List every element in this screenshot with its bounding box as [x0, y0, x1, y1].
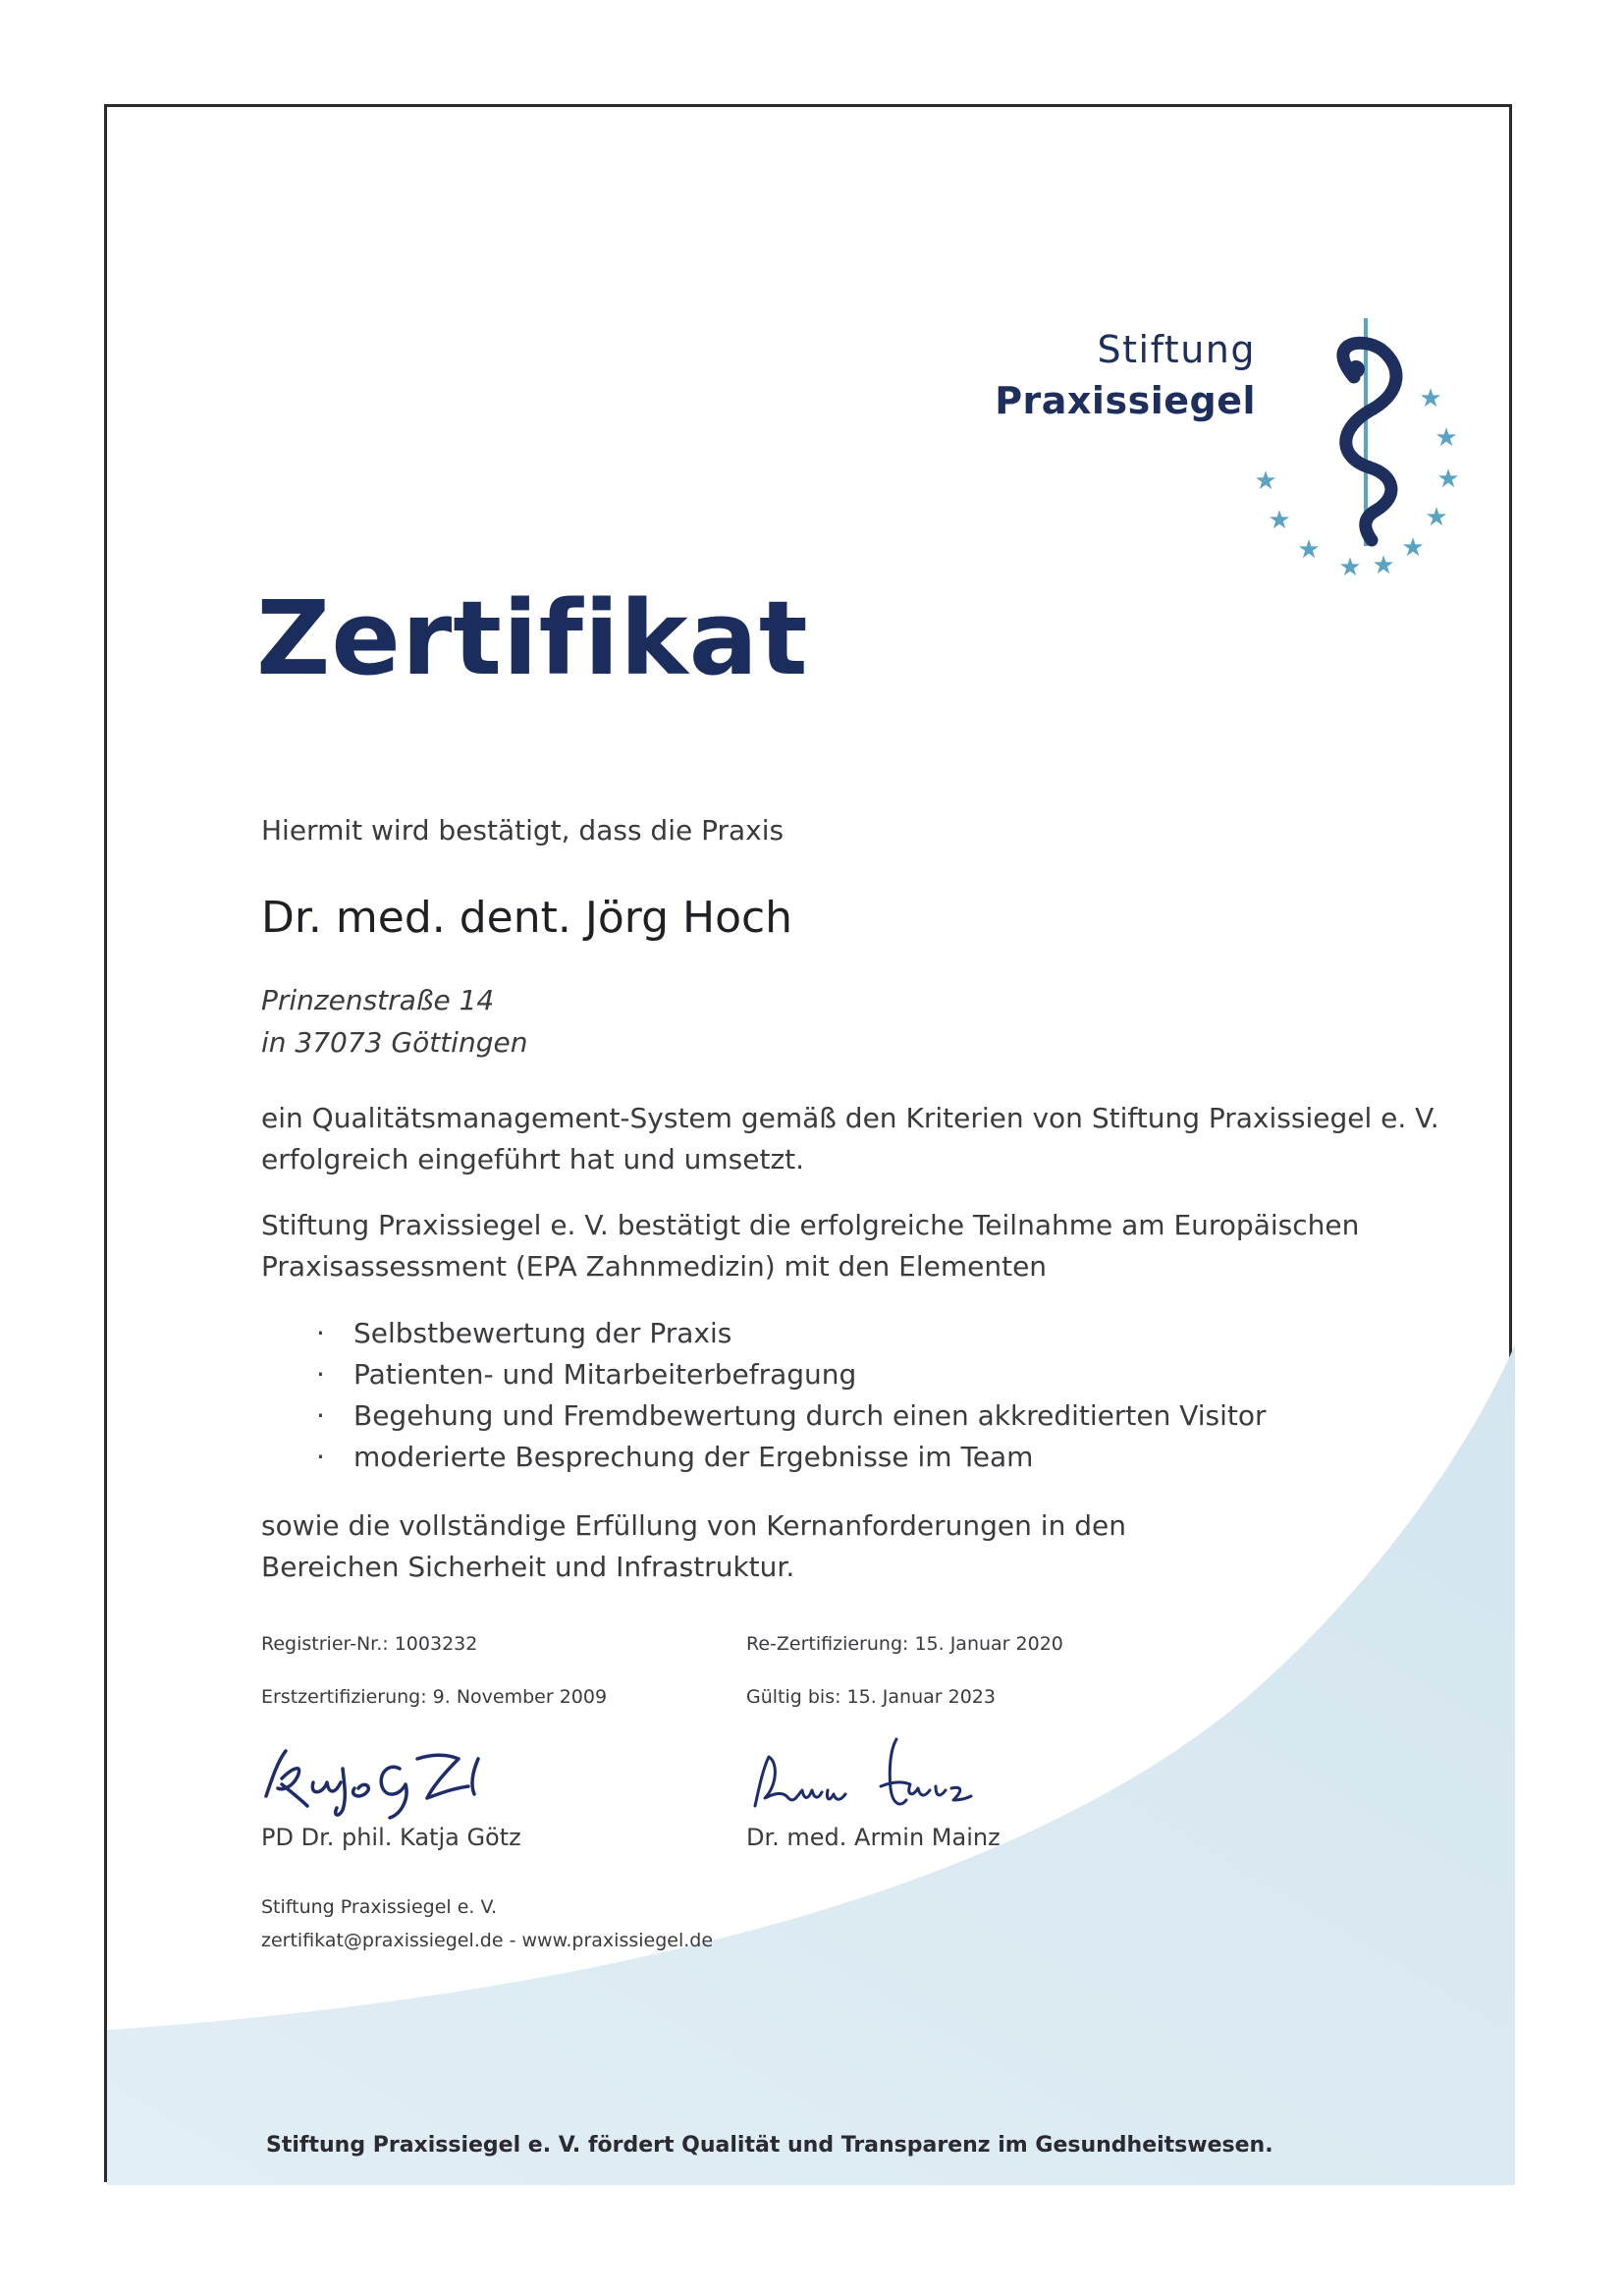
star-icon: ★: [1338, 553, 1362, 582]
logo-line-1: Stiftung: [1097, 328, 1256, 371]
recertification-date: Re-Zertifizierung: 15. Januar 2020: [746, 1633, 1063, 1655]
star-icon: ★: [1425, 503, 1448, 532]
intro-text: Hiermit wird bestätigt, dass die Praxis: [261, 814, 785, 847]
list-item: · moderierte Besprechung der Ergebnisse im Team: [316, 1437, 1267, 1478]
signature-armin-mainz: [743, 1729, 999, 1828]
signature-katja-goetz: [252, 1739, 508, 1828]
paragraph-epa: [261, 1205, 1359, 1287]
rod-of-asclepius-icon: [1254, 318, 1482, 583]
foundation-logo: [991, 220, 1501, 583]
footer-slogan: Stiftung Praxissiegel e. V. fördert Qualität und Transparenz im Gesundheitswesen.: [266, 2133, 1273, 2158]
practice-name: Dr. med. dent. Jörg Hoch: [261, 893, 793, 943]
star-icon: ★: [1268, 506, 1291, 535]
star-icon: ★: [1372, 551, 1395, 580]
star-icon: ★: [1436, 465, 1460, 494]
paragraph-qm-system: [261, 1098, 1439, 1180]
paragraph-line: Praxisassessment (EPA Zahnmedizin) mit den Elementen: [261, 1250, 1048, 1283]
signer-right: Dr. med. Armin Mainz: [746, 1824, 1001, 1851]
epa-elements-list: [316, 1313, 1267, 1478]
list-item: · Patienten- und Mitarbeiterbefragung: [316, 1354, 1267, 1395]
valid-until-date: Gültig bis: 15. Januar 2023: [746, 1686, 996, 1708]
list-item: · Begehung und Fremdbewertung durch einen akkreditierten Visitor: [316, 1395, 1267, 1437]
paragraph-line: sowie die vollständige Erfüllung von Kernanforderungen in den: [261, 1509, 1126, 1542]
star-icon: ★: [1401, 533, 1425, 563]
address-city: in 37073 Göttingen: [261, 1026, 528, 1059]
certificate-title: Zertifikat: [256, 578, 809, 698]
paragraph-core-requirements: [261, 1505, 1126, 1588]
organization-contact: zertifikat@praxissiegel.de - www.praxissiegel.de: [261, 1930, 714, 1951]
paragraph-line: erfolgreich eingeführt hat und umsetzt.: [261, 1143, 805, 1175]
star-icon: ★: [1419, 384, 1442, 413]
certificate-frame: [104, 104, 1512, 2182]
star-icon: ★: [1254, 466, 1277, 496]
address-street: Prinzenstraße 14: [261, 984, 495, 1016]
organization-name: Stiftung Praxissiegel e. V.: [261, 1896, 498, 1918]
list-item: · Selbstbewertung der Praxis: [316, 1313, 1267, 1354]
signer-left: PD Dr. phil. Katja Götz: [261, 1824, 521, 1851]
registration-number: Registrier-Nr.: 1003232: [261, 1633, 478, 1655]
star-icon: ★: [1435, 423, 1458, 453]
paragraph-line: ein Qualitätsmanagement-System gemäß den Kriterien von Stiftung Praxissiegel e. V.: [261, 1102, 1439, 1134]
practice-address: [261, 979, 527, 1064]
logo-line-2: Praxissiegel: [995, 379, 1256, 422]
paragraph-line: Stiftung Praxissiegel e. V. bestätigt die erfolgreiche Teilnahme am Europäischen: [261, 1209, 1360, 1241]
star-icon: ★: [1297, 535, 1321, 565]
paragraph-line: Bereichen Sicherheit und Infrastruktur.: [261, 1551, 795, 1583]
first-certification-date: Erstzertifizierung: 9. November 2009: [261, 1686, 608, 1708]
